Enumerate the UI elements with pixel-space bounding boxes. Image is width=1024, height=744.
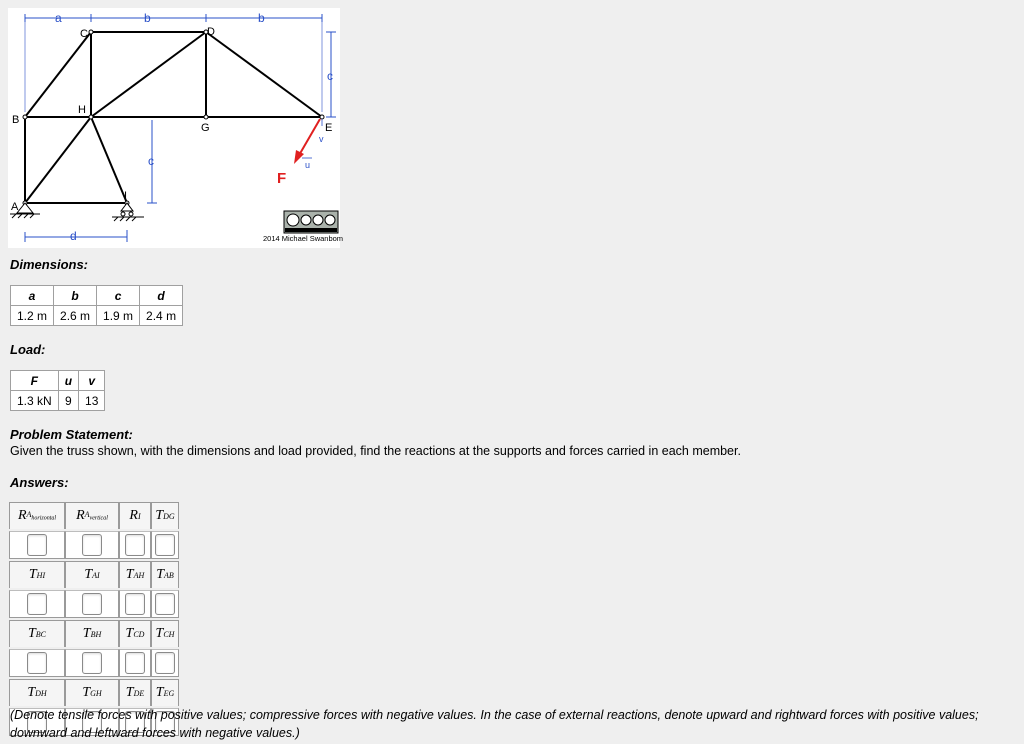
answer-input-tbc[interactable] xyxy=(27,652,47,674)
answer-label-symbol: T xyxy=(155,508,164,523)
node-label-i: I xyxy=(124,190,128,202)
load-label-u: u xyxy=(305,160,311,170)
license-badge xyxy=(284,211,338,233)
dim-value-b: 2.6 m xyxy=(54,306,97,326)
answer-label-symbol: R xyxy=(129,508,138,523)
load-title: Load: xyxy=(10,342,46,357)
node-label-a: A xyxy=(11,201,19,213)
answer-label-subscript: DH xyxy=(35,688,47,698)
answer-input-tcd[interactable] xyxy=(125,652,145,674)
answer-cell-tdg xyxy=(151,531,179,559)
answer-label-subscript: AB xyxy=(164,570,174,580)
answer-label-subscript: AI xyxy=(92,570,100,580)
answer-input-thi[interactable] xyxy=(27,593,47,615)
problem-statement: Given the truss shown, with the dimensions and load provided, find the reactions at the supports and forces carried in each member. xyxy=(10,444,741,458)
answer-label-subscript: DG xyxy=(163,511,175,521)
answer-label-subscript: CD xyxy=(133,629,145,639)
answer-cell-tbc xyxy=(9,649,65,677)
answer-input-row xyxy=(9,649,181,677)
answer-label-subscript: BH xyxy=(90,629,102,639)
answer-label-subscript: HI xyxy=(36,570,46,580)
answer-label-ra-horizontal xyxy=(9,502,65,529)
load-label-f: F xyxy=(277,170,287,187)
load-header-v: v xyxy=(79,371,105,391)
answer-label-tbc xyxy=(9,620,65,647)
answer-label-subscript: BC xyxy=(35,629,47,639)
problem-title: Problem Statement: xyxy=(10,427,133,442)
dim-label-b2: b xyxy=(258,11,265,25)
answer-label-subscript2: horizontal xyxy=(31,515,57,522)
answers-grid xyxy=(9,502,181,738)
answer-label-teg xyxy=(151,679,179,706)
answers-title: Answers: xyxy=(10,475,69,490)
answer-label-subscript: AH xyxy=(133,570,145,580)
answer-label-subscript2: vertical xyxy=(89,515,108,522)
dim-label-d: d xyxy=(70,229,77,243)
node-label-b: B xyxy=(12,114,20,126)
answer-label-symbol: T xyxy=(27,685,36,700)
truss-figure xyxy=(0,0,350,250)
dim-header-b: b xyxy=(54,286,97,306)
load-table xyxy=(10,370,105,411)
answer-label-row xyxy=(9,679,181,706)
answer-input-tdg[interactable] xyxy=(155,534,175,556)
dim-value-d: 2.4 m xyxy=(140,306,183,326)
answer-input-tah[interactable] xyxy=(125,593,145,615)
node-label-h: H xyxy=(78,104,86,116)
credit-text: 2014 Michael Swanbom xyxy=(263,234,344,243)
answer-input-ri[interactable] xyxy=(125,534,145,556)
node-label-d: D xyxy=(207,26,215,38)
answer-label-subscript: $A_{vertical}$ xyxy=(84,510,108,522)
node-label-g: G xyxy=(201,122,210,134)
answer-label-subscript: CH xyxy=(163,629,175,639)
answer-label-ra-vertical xyxy=(65,502,119,529)
answer-input-tch[interactable] xyxy=(155,652,175,674)
answer-label-tdg xyxy=(151,502,179,529)
answer-input-row xyxy=(9,590,181,618)
answer-label-row xyxy=(9,561,181,588)
answer-input-tbh[interactable] xyxy=(82,652,102,674)
answer-input-ra-horizontal[interactable] xyxy=(27,534,47,556)
load-value-v: 13 xyxy=(79,391,105,411)
answer-label-tbh xyxy=(65,620,119,647)
answer-input-tai[interactable] xyxy=(82,593,102,615)
answer-label-symbol: T xyxy=(82,685,91,700)
answer-label-symbol: T xyxy=(84,567,93,582)
answer-label-subscript: $A_{horizontal}$ xyxy=(26,510,57,522)
load-value-f: 1.3 kN xyxy=(11,391,59,411)
answer-label-tai xyxy=(65,561,119,588)
answer-label-subscript: DE xyxy=(133,688,145,698)
answer-cell-thi xyxy=(9,590,65,618)
answer-cell-ra-horizontal xyxy=(9,531,65,559)
node-label-e: E xyxy=(325,122,333,134)
dim-header-c: c xyxy=(97,286,140,306)
dim-label-c-right: c xyxy=(327,69,333,83)
load-header-f: F xyxy=(11,371,59,391)
answer-label-symbol: T xyxy=(156,567,164,582)
answer-label-symbol: T xyxy=(125,567,134,582)
answer-label-row xyxy=(9,502,181,529)
answer-label-tdh xyxy=(9,679,65,706)
answer-cell-ra-vertical xyxy=(65,531,119,559)
answer-cell-tah xyxy=(119,590,151,618)
answer-label-tab xyxy=(151,561,179,588)
answer-label-thi xyxy=(9,561,65,588)
answer-label-symbol: R xyxy=(17,508,27,523)
answer-input-row xyxy=(9,531,181,559)
dim-header-d: d xyxy=(140,286,183,306)
answer-cell-ri xyxy=(119,531,151,559)
dim-header-a: a xyxy=(11,286,54,306)
answer-label-symbol: T xyxy=(82,626,91,641)
answer-label-symbol: R xyxy=(76,508,85,523)
answer-label-symbol: T xyxy=(155,626,164,641)
answer-label-tch xyxy=(151,620,179,647)
answer-label-symbol: T xyxy=(27,626,36,641)
answer-cell-tbh xyxy=(65,649,119,677)
load-label-v: v xyxy=(319,134,324,144)
answer-label-tgh xyxy=(65,679,119,706)
answer-cell-tab xyxy=(151,590,179,618)
answer-input-tab[interactable] xyxy=(155,593,175,615)
sign-convention-note: (Denote tensile forces with positive values; compressive forces with negative values. In the case of external reactions, denote upward and rightward forces with positive values; downward and leftward forces with negative values.) xyxy=(10,708,979,740)
answer-label-ri xyxy=(119,502,151,529)
dim-label-c-mid: c xyxy=(148,154,154,168)
answer-label-symbol: T xyxy=(155,685,164,700)
dimensions-title: Dimensions: xyxy=(10,257,89,272)
dim-value-a: 1.2 m xyxy=(11,306,54,326)
answer-label-symbol: T xyxy=(125,626,134,641)
answer-input-ra-vertical[interactable] xyxy=(82,534,102,556)
answer-label-tah xyxy=(119,561,151,588)
answer-label-tcd xyxy=(119,620,151,647)
answer-label-symbol: T xyxy=(125,685,134,700)
node-label-c: C xyxy=(80,28,88,40)
answer-label-tde xyxy=(119,679,151,706)
answer-cell-tcd xyxy=(119,649,151,677)
answer-label-row xyxy=(9,620,181,647)
answer-cell-tch xyxy=(151,649,179,677)
answer-label-subscript: GH xyxy=(90,688,102,698)
load-header-u: u xyxy=(58,371,78,391)
dim-label-a: a xyxy=(55,11,62,25)
answer-label-subscript: EG xyxy=(163,688,175,698)
answer-label-symbol: T xyxy=(28,567,37,582)
dimensions-table xyxy=(10,285,183,326)
dim-value-c: 1.9 m xyxy=(97,306,140,326)
answer-cell-tai xyxy=(65,590,119,618)
dim-label-b1: b xyxy=(144,11,151,25)
answer-label-subscript: I xyxy=(137,511,141,521)
load-value-u: 9 xyxy=(58,391,78,411)
